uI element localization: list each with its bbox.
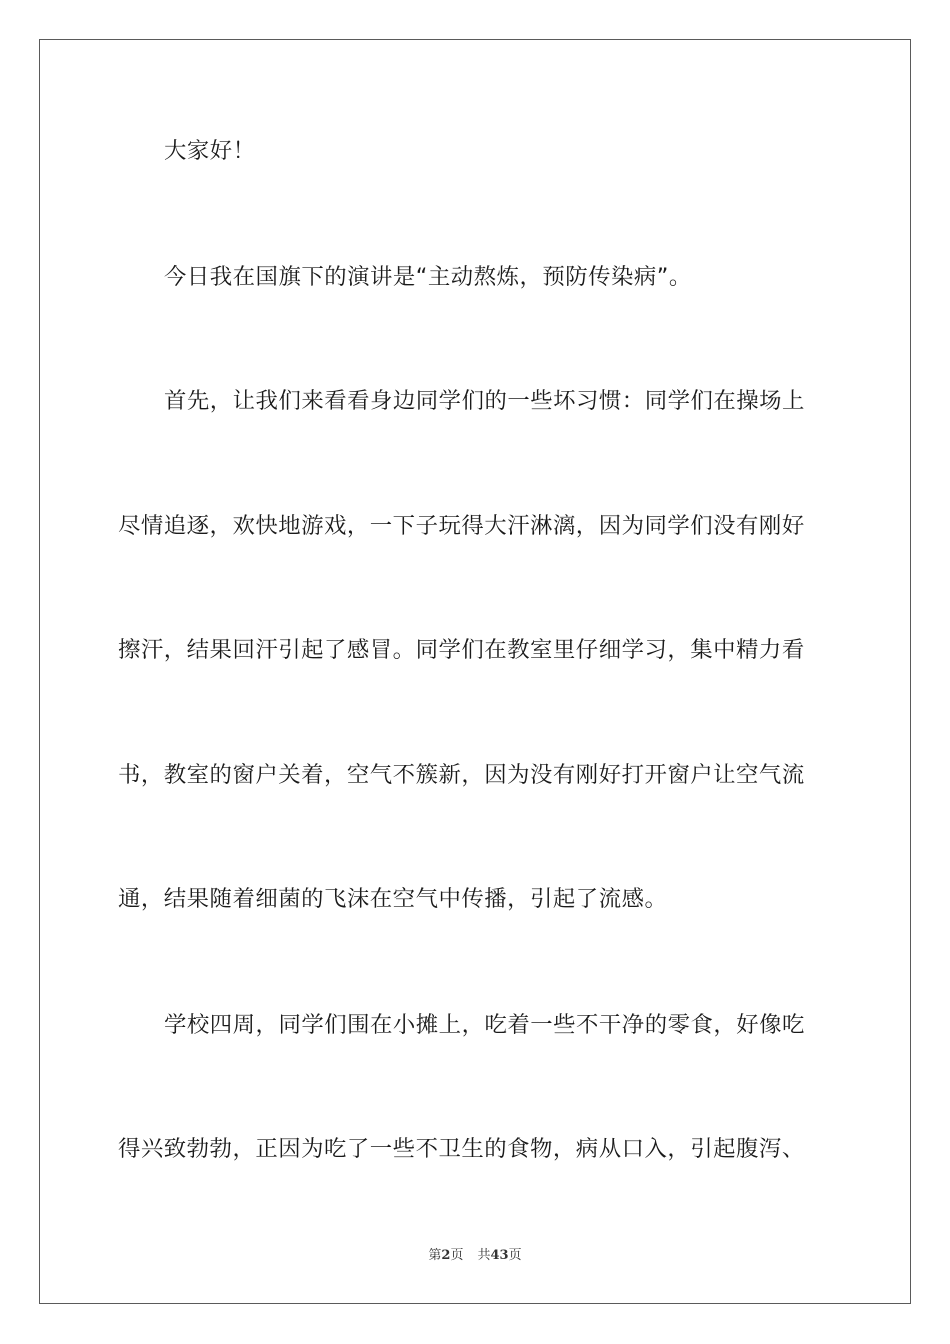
page-prefix: 第 [428,1248,442,1263]
paragraph-line: 得兴致勃勃，正因为吃了一些不卫生的食物，病从口入，引起腹泻、 [118,1136,805,1162]
total-prefix: 共 [477,1248,491,1263]
greeting-line: 大家好！ [164,138,256,164]
paragraph-line: 尽情追逐，欢快地游戏，一下子玩得大汗淋漓，因为同学们没有刚好 [118,513,805,539]
paragraph-line: 擦汗，结果回汗引起了感冒。同学们在教室里仔细学习，集中精力看 [118,637,805,663]
page-footer [0,1247,950,1265]
paragraph-line: 学校四周，同学们围在小摊上，吃着一些不干净的零食，好像吃 [164,1012,805,1038]
paragraph-line: 书，教室的窗户关着，空气不簇新，因为没有刚好打开窗户让空气流 [118,762,805,788]
page-suffix: 页 [450,1248,464,1263]
page-frame [39,39,911,1304]
paragraph-line: 首先，让我们来看看身边同学们的一些坏习惯：同学们在操场上 [164,388,805,414]
total-suffix: 页 [508,1248,522,1263]
total-pages-number: 43 [490,1248,509,1263]
paragraph-line: 通，结果随着细菌的飞沫在空气中传播，引起了流感。 [118,886,668,912]
current-page-number: 2 [441,1248,451,1263]
paragraph-line: 今日我在国旗下的演讲是“主动熬炼，预防传染病”。 [164,264,692,290]
